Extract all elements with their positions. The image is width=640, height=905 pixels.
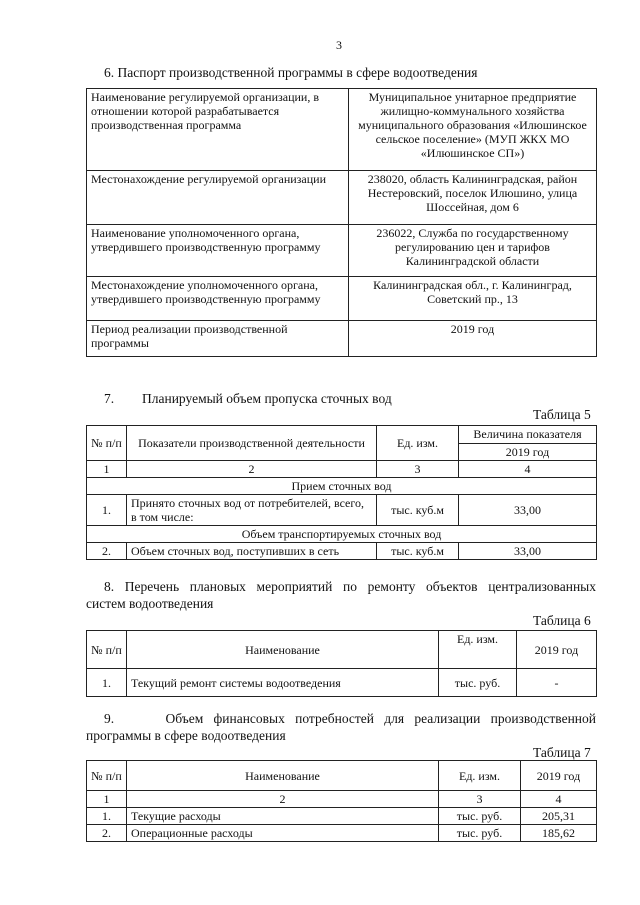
row-unit: тыс. руб. [439,808,521,825]
section8-heading-line1: 8. Перечень плановых мероприятий по ремонту объектов централизованных [104,579,596,594]
header-year: 2019 год [517,631,597,669]
header-name: Показатели производственной деятельности [127,426,377,461]
section6-heading: 6. Паспорт производственной программы в сфере водоотведения [104,65,478,80]
header-num: № п/п [87,426,127,461]
table-row [87,791,597,808]
header-unit: Ед. изм. [439,631,517,669]
col-number: 2 [127,791,439,808]
row-num: 1. [87,495,127,526]
header-unit: Ед. изм. [377,426,459,461]
passport-value: 2019 год [349,321,597,357]
row-name: Операционные расходы [127,825,439,842]
passport-row [87,225,597,277]
table-row [87,543,597,560]
passport-row [87,89,597,171]
row-value: 205,31 [521,808,597,825]
header-name: Наименование [127,631,439,669]
col-number: 4 [521,791,597,808]
header-year: 2019 год [459,444,597,461]
passport-value: Калининградская обл., г. Калининград, Советский пр., 13 [349,277,597,321]
row-num: 2. [87,825,127,842]
row-unit: тыс. руб. [439,825,521,842]
col-number: 1 [87,791,127,808]
col-number: 3 [439,791,521,808]
row-name: Принято сточных вод от потребителей, всего, в том числе: [127,495,377,526]
table6-label: Таблица 6 [533,613,591,628]
row-num: 1. [87,808,127,825]
header-num: № п/п [87,761,127,791]
table5-label: Таблица 5 [533,407,591,422]
section8-heading-line2: систем водоотведения [86,596,214,611]
row-unit: тыс. руб. [439,669,517,697]
passport-row [87,277,597,321]
passport-label: Местонахождение регулируемой организации [87,171,349,225]
col-number: 4 [459,461,597,478]
table-row [87,461,597,478]
passport-label: Наименование уполномоченного органа, утвердившего производственную программу [87,225,349,277]
page-number: 3 [336,38,342,52]
header-unit: Ед. изм. [439,761,521,791]
passport-value: 238020, область Калининградская, район Нестеровский, поселок Илюшино, улица Шоссейная, дом 6 [349,171,597,225]
passport-value: 236022, Служба по государственному регулированию цен и тарифов Калининградской области [349,225,597,277]
table6 [86,630,597,697]
section8-heading [86,595,596,612]
header-name: Наименование [127,761,439,791]
header-year: 2019 год [521,761,597,791]
col-number: 3 [377,461,459,478]
table-row [87,495,597,526]
row-value: 185,62 [521,825,597,842]
section9-heading-line1: 9. Объем финансовых потребностей для реализации производственной [104,711,596,726]
group-row: Объем транспортируемых сточных вод [87,526,597,543]
row-name: Текущий ремонт системы водоотведения [127,669,439,697]
col-number: 2 [127,461,377,478]
table5 [86,425,597,560]
header-num: № п/п [87,631,127,669]
passport-row [87,321,597,357]
table7 [86,760,597,842]
row-value: 33,00 [459,495,597,526]
passport-value: Муниципальное унитарное предприятие жилищно-коммунального хозяйства муниципального образования «Илюшинское сельское поселение» (МУП ЖКХ МО «Илюшинское СП») [349,89,597,171]
row-unit: тыс. куб.м [377,495,459,526]
row-unit: тыс. куб.м [377,543,459,560]
table-row [87,808,597,825]
passport-label: Местонахождение уполномоченного органа, утвердившего производственную программу [87,277,349,321]
group-row: Прием сточных вод [87,478,597,495]
passport-label: Период реализации производственной программы [87,321,349,357]
section7-heading-number: 7. [104,391,115,406]
row-num: 2. [87,543,127,560]
passport-table [86,88,597,357]
section7-heading: Планируемый объем пропуска сточных вод [142,391,392,406]
row-value: 33,00 [459,543,597,560]
header-value: Величина показателя [459,426,597,444]
table-row [87,669,597,697]
row-name: Текущие расходы [127,808,439,825]
passport-row [87,171,597,225]
passport-label: Наименование регулируемой организации, в отношении которой разрабатывается производственная программа [87,89,349,171]
section9-heading-number: 9. [104,711,115,726]
row-name: Объем сточных вод, поступивших в сеть [127,543,377,560]
table7-label: Таблица 7 [533,745,591,760]
section9-heading-line2: программы в сфере водоотведения [86,728,286,743]
row-num: 1. [87,669,127,697]
table-row [87,825,597,842]
col-number: 1 [87,461,127,478]
row-value: - [517,669,597,697]
